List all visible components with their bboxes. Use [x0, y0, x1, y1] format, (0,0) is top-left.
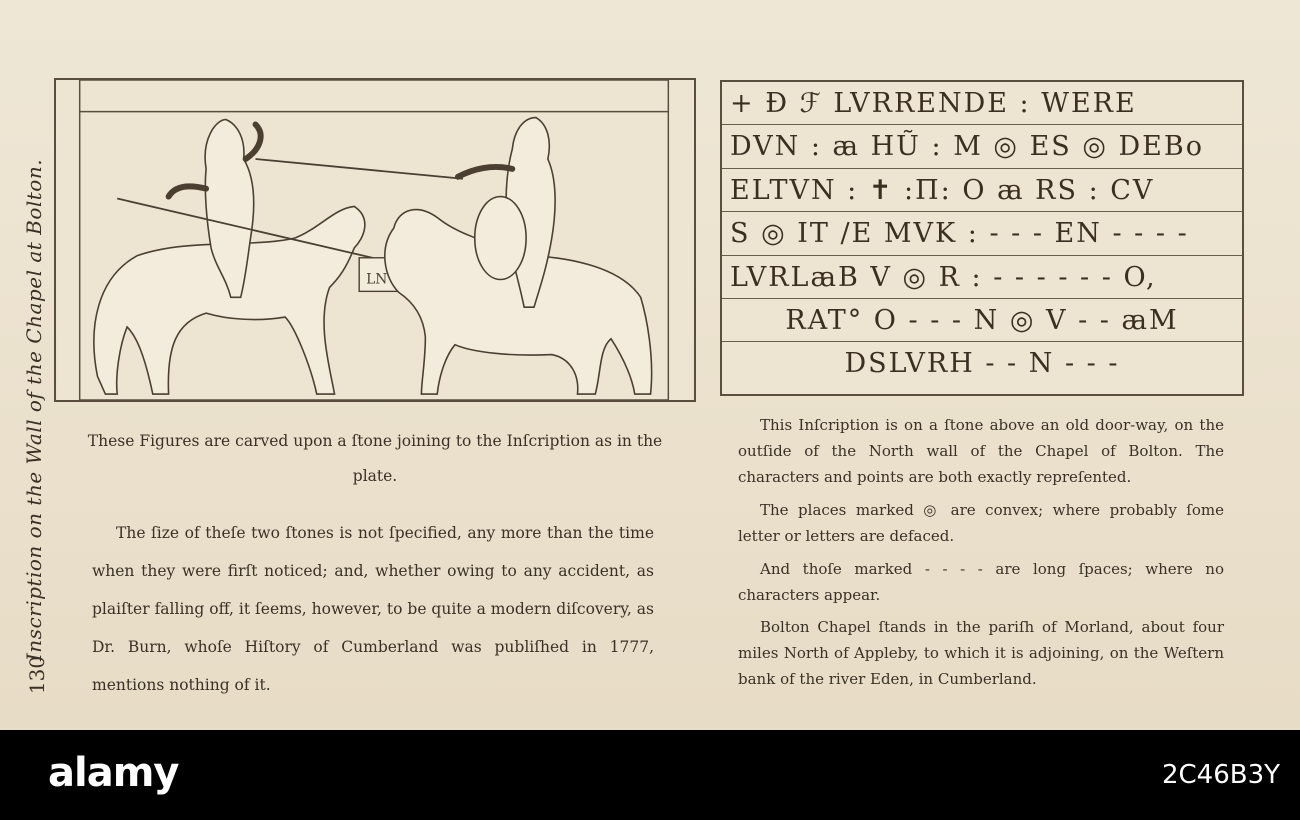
long-spaces-paragraph: And thoſe marked ‐ ‐ ‐ ‐ are long ſpaces; where no characters appear. [738, 560, 1224, 604]
svg-text:LN: LN [366, 271, 388, 288]
image-reference: 2C46B3Y [1161, 760, 1280, 790]
two-horsemen-illustration [56, 80, 694, 400]
inscription-location-paragraph: This Inſcription is on a ſtone above an old door-way, on the outſide of the North wall of the Chapel of Bolton. The characters and points are both exactly repreſented. [738, 416, 1224, 486]
stones-paragraph: The ſize of theſe two ſtones is not ſpecified, any more than the time when they were firſt noticed; and, whether owing to any accident, as plaiſter falling off, it ſeems, however, to be quite a modern diſcovery, as Dr. Burn, whoſe Hiſtory of Cumberland was publiſhed in 1777, mentions nothing of it. [92, 524, 654, 694]
chapel-location-paragraph: Bolton Chapel ſtands in the pariſh of Morland, about four miles North of Appleby, to which it is adjoining, on the Weſtern bank of the river Eden, in Cumberland. [738, 618, 1224, 688]
figures-caption: These Figures are carved upon a ſtone joining to the Inſcription as in the plate. [87, 432, 663, 485]
side-title [14, 158, 54, 662]
inscription-line-4: S ◎ IT /E MVK : - - - EN - - - - [722, 212, 1242, 255]
round-shield [475, 197, 526, 280]
inscription-stone [720, 80, 1244, 396]
inscription-line-1: + Đ ℱ LVRRENDE : WERE [722, 82, 1242, 125]
inscription-line-3: ELTVN : ✝ :Π: O ꜳ RS : CV [722, 169, 1242, 212]
inscription-line-2: DVN : ꜳ HŨ : M ◎ ES ◎ DEBo [722, 125, 1242, 168]
side-title-text: Inscription on the Wall of the Chapel at Bolton. [22, 158, 46, 662]
convex-marks-paragraph: The places marked ◎ are convex; where probably ſome letter or letters are defaced. [738, 501, 1224, 545]
page-number [22, 650, 52, 700]
page-number-text: 130 [25, 655, 49, 695]
inscription-line-7: DSLVRH - - N - - - [844, 348, 1120, 380]
stock-footer-bar [0, 730, 1300, 820]
inscription-line-6: RAT° O - - - N ◎ V - - ꜳM [722, 299, 1242, 342]
carved-figures-plate [54, 78, 696, 402]
alamy-logo: alamy [48, 750, 179, 796]
inscription-line-5: LVRLꜳB V ◎ R : - - - - - - O, [722, 256, 1242, 299]
